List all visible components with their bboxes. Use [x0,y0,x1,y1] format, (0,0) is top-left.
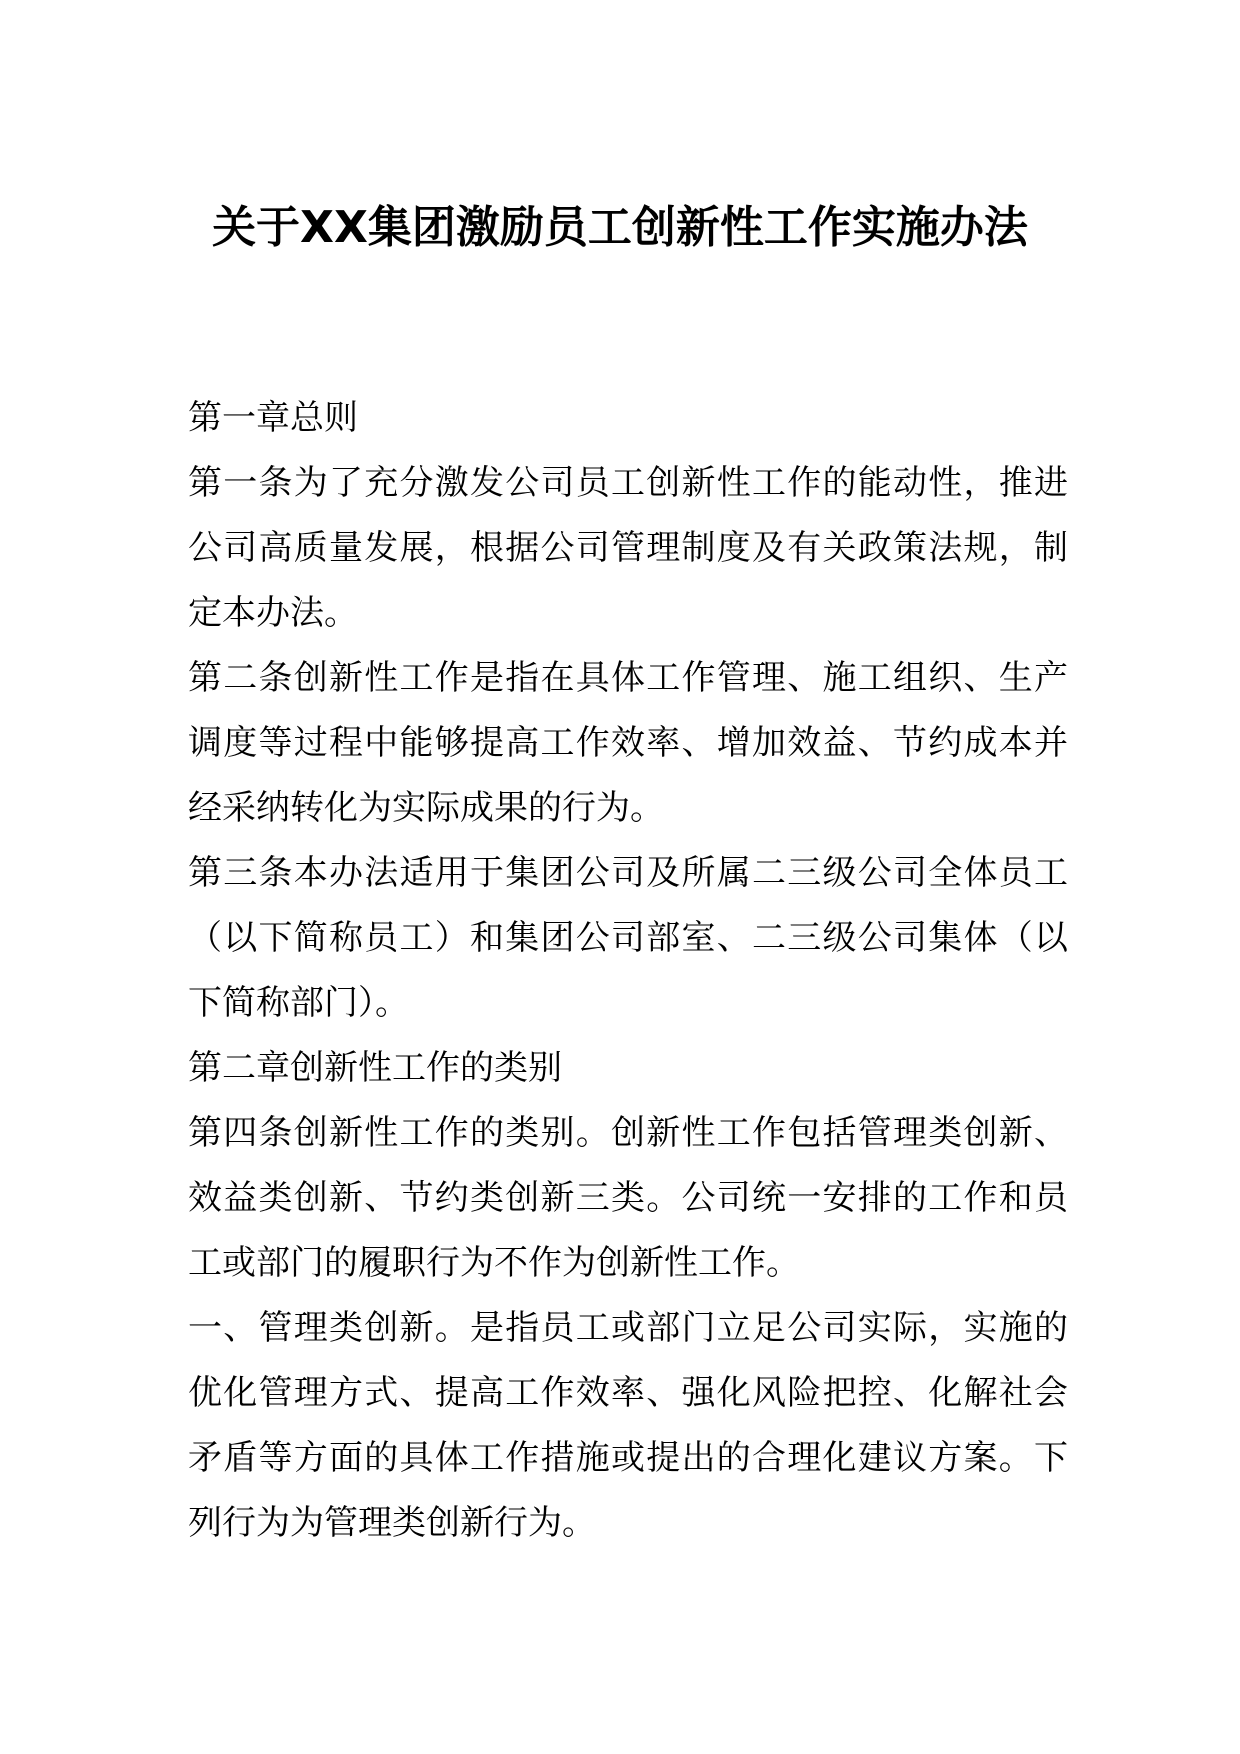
article-paragraph: 一、管理类创新。是指员工或部门立足公司实际，实施的优化管理方式、提高工作效率、强化风险把控、化解社会矛盾等方面的具体工作措施或提出的合理化建议方案。下列行为为管理类创新行为。 [188,1308,1068,1543]
article-paragraph: 第四条创新性工作的类别。创新性工作包括管理类创新、效益类创新、节约类创新三类。公司统一安排的工作和员工或部门的履职行为不作为创新性工作。 [188,1113,1068,1283]
chapter-heading: 第一章总则 [188,398,358,438]
article-paragraph: 第二条创新性工作是指在具体工作管理、施工组织、生产调度等过程中能够提高工作效率、增加效益、节约成本并经采纳转化为实际成果的行为。 [188,658,1068,828]
document-body [188,386,1068,1556]
article-paragraph: 第三条本办法适用于集团公司及所属二三级公司全体员工（以下简称员工）和集团公司部室、二三级公司集体（以下简称部门）。 [188,853,1068,1023]
chapter-heading: 第二章创新性工作的类别 [188,1048,562,1088]
document-title: 关于XX集团激励员工创新性工作实施办法 [212,202,1028,253]
article-paragraph: 第一条为了充分激发公司员工创新性工作的能动性，推进公司高质量发展，根据公司管理制度及有关政策法规，制定本办法。 [188,463,1068,633]
